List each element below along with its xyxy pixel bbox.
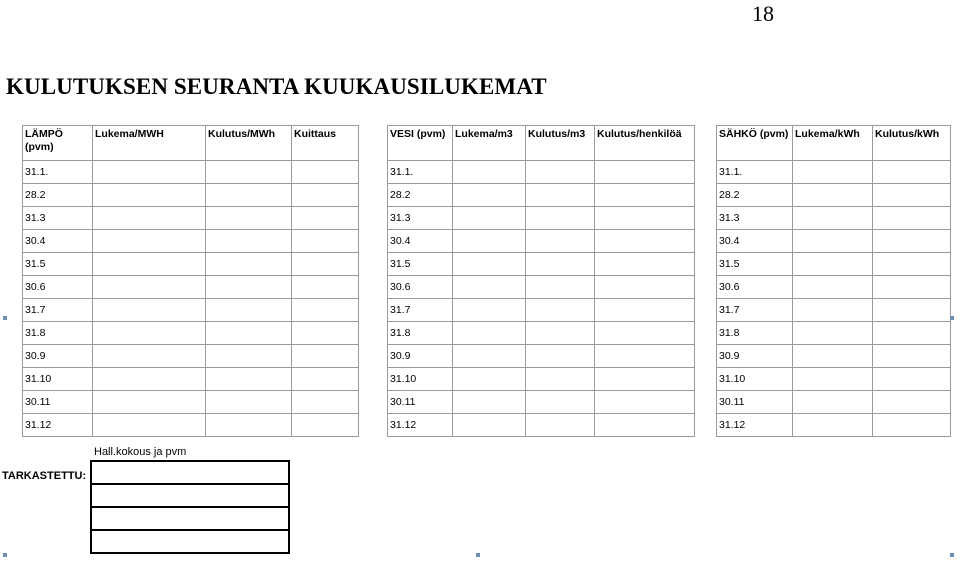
approval-row — [91, 461, 289, 484]
entry-cell[interactable] — [206, 368, 292, 391]
page-marker — [3, 316, 7, 320]
date-cell: 30.6 — [388, 276, 453, 299]
water-table — [387, 125, 695, 437]
date-cell: 31.1. — [717, 161, 793, 184]
entry-cell[interactable] — [873, 207, 951, 230]
date-cell: 31.8 — [388, 322, 453, 345]
date-cell: 31.7 — [717, 299, 793, 322]
approval-row — [91, 507, 289, 530]
entry-cell[interactable] — [595, 161, 695, 184]
date-cell: 31.10 — [717, 368, 793, 391]
entry-cell[interactable] — [93, 161, 206, 184]
table-row — [23, 184, 359, 207]
date-cell: 31.5 — [388, 253, 453, 276]
table-row — [23, 230, 359, 253]
entry-cell[interactable] — [526, 322, 595, 345]
table-row — [717, 368, 951, 391]
entry-cell[interactable] — [292, 368, 359, 391]
entry-cell[interactable] — [793, 414, 873, 437]
entry-cell[interactable] — [206, 322, 292, 345]
date-cell: 30.6 — [717, 276, 793, 299]
date-cell: 28.2 — [388, 184, 453, 207]
table-row — [23, 414, 359, 437]
entry-cell[interactable] — [292, 161, 359, 184]
date-cell: 30.9 — [388, 345, 453, 368]
date-cell: 30.11 — [388, 391, 453, 414]
column-header-reading: Lukema/m3 — [453, 126, 526, 161]
entry-cell[interactable] — [453, 276, 526, 299]
date-cell: 31.12 — [23, 414, 93, 437]
date-cell: 31.10 — [388, 368, 453, 391]
entry-cell[interactable] — [453, 207, 526, 230]
entry-cell[interactable] — [526, 414, 595, 437]
entry-cell[interactable] — [595, 345, 695, 368]
entry-cell[interactable] — [595, 299, 695, 322]
page-marker — [950, 316, 954, 320]
entry-cell[interactable] — [526, 299, 595, 322]
entry-cell[interactable] — [206, 207, 292, 230]
table-row — [23, 322, 359, 345]
entry-cell[interactable] — [292, 184, 359, 207]
date-cell: 30.4 — [717, 230, 793, 253]
heat-table — [22, 125, 359, 437]
column-header-date: VESI (pvm) — [388, 126, 453, 161]
entry-cell[interactable] — [206, 253, 292, 276]
entry-cell[interactable] — [526, 184, 595, 207]
entry-cell[interactable] — [206, 391, 292, 414]
entry-cell[interactable] — [793, 368, 873, 391]
entry-cell[interactable] — [93, 299, 206, 322]
entry-cell[interactable] — [93, 391, 206, 414]
entry-cell[interactable] — [595, 414, 695, 437]
table-header-row — [23, 126, 359, 161]
date-cell: 30.11 — [717, 391, 793, 414]
approval-entry-cell[interactable] — [91, 461, 289, 484]
entry-cell[interactable] — [206, 414, 292, 437]
entry-cell[interactable] — [93, 207, 206, 230]
column-header-consumption: Kulutus/m3 — [526, 126, 595, 161]
entry-cell[interactable] — [93, 253, 206, 276]
entry-cell[interactable] — [873, 414, 951, 437]
date-cell: 31.3 — [388, 207, 453, 230]
table-row — [388, 345, 695, 368]
date-cell: 31.1. — [388, 161, 453, 184]
column-header-reading: Lukema/MWH — [93, 126, 206, 161]
table-row — [717, 299, 951, 322]
date-cell: 31.8 — [23, 322, 93, 345]
entry-cell[interactable] — [595, 322, 695, 345]
table-row — [388, 299, 695, 322]
entry-cell[interactable] — [206, 299, 292, 322]
table-row — [388, 184, 695, 207]
entry-cell[interactable] — [453, 414, 526, 437]
entry-cell[interactable] — [453, 391, 526, 414]
table-row — [717, 230, 951, 253]
entry-cell[interactable] — [292, 299, 359, 322]
entry-cell[interactable] — [873, 161, 951, 184]
entry-cell[interactable] — [793, 184, 873, 207]
entry-cell[interactable] — [93, 414, 206, 437]
table-row — [717, 414, 951, 437]
entry-cell[interactable] — [453, 368, 526, 391]
page-title: KULUTUKSEN SEURANTA KUUKAUSILUKEMAT — [6, 74, 547, 99]
entry-cell[interactable] — [526, 161, 595, 184]
entry-cell[interactable] — [453, 184, 526, 207]
entry-cell[interactable] — [595, 368, 695, 391]
column-header-consumption: Kulutus/kWh — [873, 126, 951, 161]
date-cell: 31.8 — [717, 322, 793, 345]
table-row — [23, 345, 359, 368]
table-row — [717, 207, 951, 230]
entry-cell[interactable] — [292, 276, 359, 299]
entry-cell[interactable] — [526, 253, 595, 276]
approval-entry-cell[interactable] — [91, 484, 289, 507]
entry-cell[interactable] — [453, 253, 526, 276]
date-cell: 30.6 — [23, 276, 93, 299]
table-row — [717, 161, 951, 184]
entry-cell[interactable] — [793, 161, 873, 184]
table-row — [23, 299, 359, 322]
table-row — [388, 230, 695, 253]
page-marker — [3, 553, 7, 557]
approval-entry-cell[interactable] — [91, 507, 289, 530]
entry-cell[interactable] — [873, 184, 951, 207]
table-row — [717, 391, 951, 414]
table-row — [23, 368, 359, 391]
entry-cell[interactable] — [526, 230, 595, 253]
date-cell: 31.1. — [23, 161, 93, 184]
entry-cell[interactable] — [206, 161, 292, 184]
column-header-acknowledgement: Kuittaus — [292, 126, 359, 161]
table-row — [717, 322, 951, 345]
entry-cell[interactable] — [595, 230, 695, 253]
entry-cell[interactable] — [793, 322, 873, 345]
table-row — [717, 345, 951, 368]
date-cell: 31.7 — [23, 299, 93, 322]
entry-cell[interactable] — [526, 368, 595, 391]
entry-cell[interactable] — [93, 230, 206, 253]
entry-cell[interactable] — [206, 276, 292, 299]
date-cell: 30.4 — [388, 230, 453, 253]
table-row — [388, 322, 695, 345]
entry-cell[interactable] — [292, 253, 359, 276]
table-row — [717, 253, 951, 276]
entry-cell[interactable] — [595, 391, 695, 414]
date-cell: 31.3 — [717, 207, 793, 230]
entry-cell[interactable] — [873, 253, 951, 276]
table-row — [388, 391, 695, 414]
entry-cell[interactable] — [526, 391, 595, 414]
entry-cell[interactable] — [292, 345, 359, 368]
column-header-date: SÄHKÖ (pvm) — [717, 126, 793, 161]
entry-cell[interactable] — [793, 276, 873, 299]
column-header-per-person: Kulutus/henkilöä — [595, 126, 695, 161]
entry-cell[interactable] — [873, 230, 951, 253]
table-header-row — [717, 126, 951, 161]
table-row — [388, 161, 695, 184]
date-cell: 31.10 — [23, 368, 93, 391]
entry-cell[interactable] — [453, 161, 526, 184]
entry-cell[interactable] — [595, 184, 695, 207]
entry-cell[interactable] — [93, 322, 206, 345]
entry-cell[interactable] — [206, 345, 292, 368]
approval-row — [91, 484, 289, 507]
entry-cell[interactable] — [793, 230, 873, 253]
table-row — [23, 207, 359, 230]
entry-cell[interactable] — [453, 299, 526, 322]
entry-cell[interactable] — [595, 276, 695, 299]
entry-cell[interactable] — [292, 391, 359, 414]
entry-cell[interactable] — [526, 345, 595, 368]
column-header-reading: Lukema/kWh — [793, 126, 873, 161]
date-cell: 30.9 — [717, 345, 793, 368]
table-row — [388, 207, 695, 230]
date-cell: 31.12 — [717, 414, 793, 437]
entry-cell[interactable] — [206, 230, 292, 253]
date-cell: 31.12 — [388, 414, 453, 437]
column-header-date: LÄMPÖ (pvm) — [23, 126, 93, 161]
table-row — [23, 253, 359, 276]
entry-cell[interactable] — [93, 368, 206, 391]
entry-cell[interactable] — [873, 322, 951, 345]
table-row — [388, 253, 695, 276]
entry-cell[interactable] — [453, 345, 526, 368]
entry-cell[interactable] — [873, 276, 951, 299]
entry-cell[interactable] — [873, 299, 951, 322]
entry-cell[interactable] — [873, 368, 951, 391]
entry-cell[interactable] — [793, 207, 873, 230]
entry-cell[interactable] — [292, 414, 359, 437]
date-cell: 28.2 — [717, 184, 793, 207]
entry-cell[interactable] — [93, 345, 206, 368]
table-header-row — [388, 126, 695, 161]
approval-table — [90, 460, 290, 554]
entry-cell[interactable] — [292, 207, 359, 230]
date-cell: 30.9 — [23, 345, 93, 368]
entry-cell[interactable] — [793, 391, 873, 414]
page-number: 18 — [752, 1, 774, 26]
entry-cell[interactable] — [526, 207, 595, 230]
approval-row — [91, 530, 289, 553]
entry-cell[interactable] — [793, 299, 873, 322]
entry-cell[interactable] — [526, 276, 595, 299]
checked-label: TARKASTETTU: — [2, 470, 87, 482]
table-row — [23, 391, 359, 414]
page-marker — [476, 553, 480, 557]
date-cell: 30.4 — [23, 230, 93, 253]
table-row — [23, 276, 359, 299]
entry-cell[interactable] — [93, 276, 206, 299]
approval-entry-cell[interactable] — [91, 530, 289, 553]
entry-cell[interactable] — [793, 345, 873, 368]
table-row — [717, 184, 951, 207]
date-cell: 31.5 — [717, 253, 793, 276]
entry-cell[interactable] — [873, 391, 951, 414]
entry-cell[interactable] — [793, 253, 873, 276]
entry-cell[interactable] — [292, 322, 359, 345]
date-cell: 31.7 — [388, 299, 453, 322]
entry-cell[interactable] — [453, 230, 526, 253]
table-row — [388, 414, 695, 437]
meeting-date-label: Hall.kokous ja pvm — [94, 446, 187, 458]
entry-cell[interactable] — [873, 345, 951, 368]
table-row — [388, 368, 695, 391]
table-row — [717, 276, 951, 299]
date-cell: 28.2 — [23, 184, 93, 207]
page-marker — [950, 553, 954, 557]
entry-cell[interactable] — [206, 184, 292, 207]
entry-cell[interactable] — [93, 184, 206, 207]
table-row — [388, 276, 695, 299]
entry-cell[interactable] — [453, 322, 526, 345]
entry-cell[interactable] — [595, 207, 695, 230]
table-row — [23, 161, 359, 184]
entry-cell[interactable] — [292, 230, 359, 253]
date-cell: 31.3 — [23, 207, 93, 230]
date-cell: 30.11 — [23, 391, 93, 414]
column-header-consumption: Kulutus/MWh — [206, 126, 292, 161]
date-cell: 31.5 — [23, 253, 93, 276]
electricity-table — [716, 125, 951, 437]
entry-cell[interactable] — [595, 253, 695, 276]
